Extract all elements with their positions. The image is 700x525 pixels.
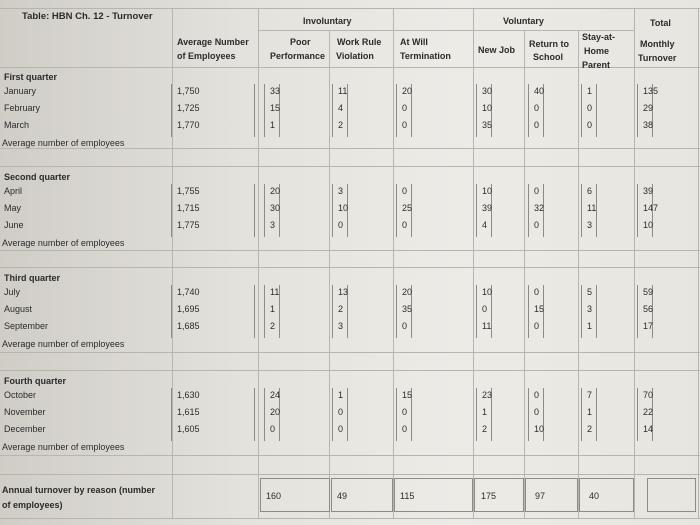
school-value: 15 — [534, 304, 545, 314]
annual-work: 49 — [337, 491, 348, 501]
poor-value: 15 — [270, 103, 281, 113]
avg-employees-label: Average number of employees — [2, 442, 125, 452]
work-rule-header: Work Rule — [337, 37, 382, 47]
monthly-turnover-header-2: Turnover — [638, 53, 677, 63]
avg-employees-header-2: of Employees — [177, 51, 236, 61]
month-label: August — [4, 304, 33, 314]
total-value: 39 — [643, 186, 654, 196]
avg-value: 1,775 — [177, 220, 200, 230]
total-value: 56 — [643, 304, 654, 314]
school-value: 40 — [534, 86, 545, 96]
work-value: 11 — [338, 86, 348, 96]
total-value: 17 — [643, 321, 654, 331]
total-value: 38 — [643, 120, 654, 130]
school-value: 0 — [534, 186, 540, 196]
work-rule-header-2: Violation — [336, 51, 374, 61]
poor-value: 24 — [270, 390, 281, 400]
total-value: 147 — [643, 203, 659, 213]
atwill-value: 0 — [402, 186, 408, 196]
total-value: 10 — [643, 220, 654, 230]
involuntary-header: Involuntary — [303, 16, 352, 26]
poor-value: 11 — [270, 287, 280, 297]
home-value: 7 — [587, 390, 593, 400]
atwill-value: 0 — [402, 407, 408, 417]
poor-value: 30 — [270, 203, 281, 213]
annual-label: Annual turnover by reason (number — [2, 485, 156, 495]
poor-value: 1 — [270, 120, 276, 130]
total-header: Total — [650, 18, 671, 28]
home-value: 0 — [587, 103, 593, 113]
avg-value: 1,770 — [177, 120, 200, 130]
work-value: 0 — [338, 220, 344, 230]
total-value: 22 — [643, 407, 654, 417]
work-value: 1 — [338, 390, 344, 400]
month-label: February — [4, 103, 41, 113]
avg-value: 1,615 — [177, 407, 200, 417]
atwill-value: 20 — [402, 86, 413, 96]
new-job-header: New Job — [478, 45, 516, 55]
month-label: April — [4, 186, 23, 196]
at-will-header: At Will — [400, 37, 428, 47]
avg-employees-label: Average number of employees — [2, 138, 125, 148]
month-label: November — [4, 407, 46, 417]
atwill-value: 15 — [402, 390, 413, 400]
month-label: January — [4, 86, 37, 96]
quarter-title: Fourth quarter — [4, 376, 66, 386]
school-value: 10 — [534, 424, 545, 434]
atwill-value: 0 — [402, 424, 408, 434]
stay-home-header-2: Home — [584, 46, 610, 56]
table-title: Table: HBN Ch. 12 - Turnover — [22, 11, 153, 22]
month-label: June — [4, 220, 24, 230]
newjob-value: 23 — [482, 390, 493, 400]
home-value: 0 — [587, 120, 593, 130]
work-value: 3 — [338, 321, 344, 331]
work-value: 0 — [338, 407, 344, 417]
total-value: 135 — [643, 86, 659, 96]
monthly-turnover-header: Monthly — [640, 39, 675, 49]
month-label: March — [4, 120, 30, 130]
annual-school: 97 — [535, 491, 546, 501]
poor-value: 1 — [270, 304, 276, 314]
annual-home: 40 — [589, 491, 600, 501]
poor-value: 33 — [270, 86, 281, 96]
quarter-title: Second quarter — [4, 172, 71, 182]
annual-atwill: 115 — [400, 491, 415, 501]
work-value: 2 — [338, 304, 344, 314]
newjob-value: 10 — [482, 186, 493, 196]
home-value: 6 — [587, 186, 593, 196]
school-value: 0 — [534, 120, 540, 130]
annual-poor: 160 — [266, 491, 282, 501]
avg-employees-label: Average number of employees — [2, 339, 125, 349]
poor-performance-header-2: Performance — [270, 51, 326, 61]
school-value: 32 — [534, 203, 545, 213]
avg-value: 1,685 — [177, 321, 200, 331]
total-value: 14 — [643, 424, 654, 434]
home-value: 5 — [587, 287, 593, 297]
poor-performance-header: Poor — [290, 37, 311, 47]
voluntary-header: Voluntary — [503, 16, 544, 26]
stay-home-header-3: Parent — [582, 60, 611, 70]
newjob-value: 0 — [482, 304, 488, 314]
atwill-value: 0 — [402, 321, 408, 331]
atwill-value: 25 — [402, 203, 413, 213]
avg-value: 1,630 — [177, 390, 200, 400]
avg-value: 1,715 — [177, 203, 200, 213]
newjob-value: 30 — [482, 86, 493, 96]
avg-employees-header: Average Number — [177, 37, 249, 47]
work-value: 10 — [338, 203, 349, 213]
avg-employees-label: Average number of employees — [2, 238, 125, 248]
home-value: 1 — [587, 86, 593, 96]
quarter-title: Third quarter — [4, 273, 61, 283]
school-value: 0 — [534, 103, 540, 113]
month-label: May — [4, 203, 22, 213]
avg-value: 1,605 — [177, 424, 200, 434]
poor-value: 3 — [270, 220, 276, 230]
newjob-value: 10 — [482, 287, 493, 297]
atwill-value: 0 — [402, 120, 408, 130]
atwill-value: 0 — [402, 103, 408, 113]
work-value: 2 — [338, 120, 344, 130]
poor-value: 20 — [270, 186, 281, 196]
work-value: 3 — [338, 186, 344, 196]
poor-value: 20 — [270, 407, 281, 417]
newjob-value: 11 — [482, 321, 492, 331]
annual-newjob: 175 — [481, 491, 497, 501]
atwill-value: 0 — [402, 220, 408, 230]
avg-value: 1,695 — [177, 304, 200, 314]
newjob-value: 4 — [482, 220, 488, 230]
poor-value: 0 — [270, 424, 276, 434]
avg-value: 1,725 — [177, 103, 200, 113]
work-value: 4 — [338, 103, 344, 113]
stay-home-header: Stay-at- — [582, 32, 616, 42]
poor-value: 2 — [270, 321, 276, 331]
newjob-value: 10 — [482, 103, 493, 113]
avg-value: 1,740 — [177, 287, 200, 297]
home-value: 2 — [587, 424, 593, 434]
atwill-value: 35 — [402, 304, 413, 314]
newjob-value: 39 — [482, 203, 493, 213]
home-value: 3 — [587, 220, 593, 230]
work-value: 13 — [338, 287, 349, 297]
newjob-value: 35 — [482, 120, 493, 130]
school-value: 0 — [534, 407, 540, 417]
atwill-value: 20 — [402, 287, 413, 297]
work-value: 0 — [338, 424, 344, 434]
newjob-value: 2 — [482, 424, 488, 434]
return-school-header-2: School — [533, 52, 564, 62]
total-value: 70 — [643, 390, 654, 400]
month-label: October — [4, 390, 37, 400]
return-school-header: Return to — [529, 39, 569, 49]
month-label: July — [4, 287, 21, 297]
home-value: 1 — [587, 321, 593, 331]
school-value: 0 — [534, 220, 540, 230]
total-value: 59 — [643, 287, 654, 297]
at-will-header-2: Termination — [400, 51, 451, 61]
total-value: 29 — [643, 103, 654, 113]
avg-value: 1,750 — [177, 86, 200, 96]
quarter-title: First quarter — [4, 72, 58, 82]
school-value: 0 — [534, 321, 540, 331]
avg-value: 1,755 — [177, 186, 200, 196]
annual-label-2: of employees) — [2, 500, 63, 510]
school-value: 0 — [534, 390, 540, 400]
month-label: December — [4, 424, 46, 434]
home-value: 3 — [587, 304, 593, 314]
home-value: 11 — [587, 203, 597, 213]
home-value: 1 — [587, 407, 593, 417]
month-label: September — [4, 321, 49, 331]
school-value: 0 — [534, 287, 540, 297]
newjob-value: 1 — [482, 407, 488, 417]
